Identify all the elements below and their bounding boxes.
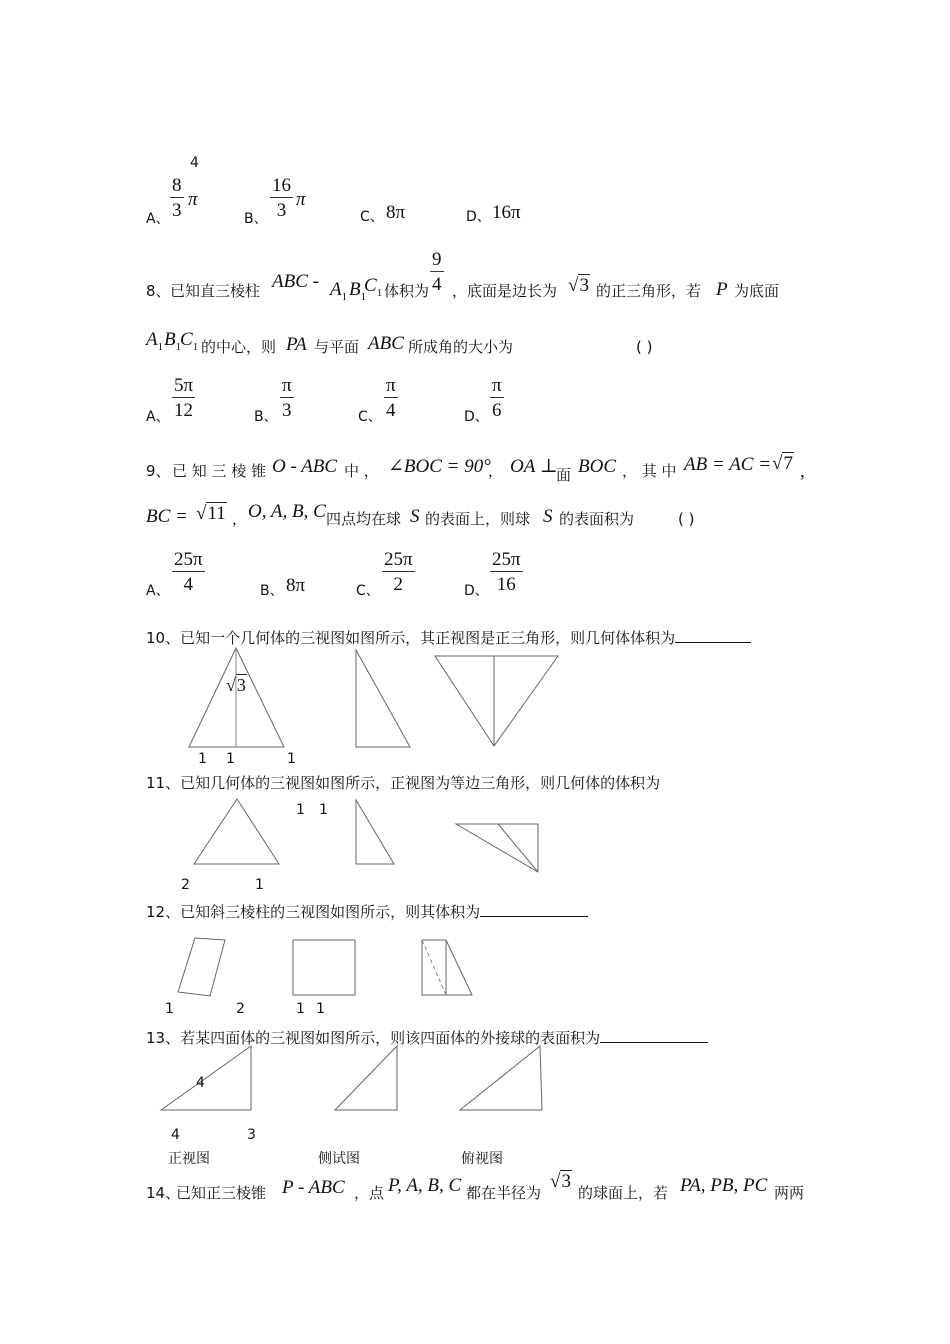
q12-dim-label: 1 [296, 1001, 305, 1017]
q14-points: P, A, B, C [388, 1175, 462, 1196]
q9-text-6: ， [232, 510, 248, 528]
q8-sqrt3: √3 [568, 275, 589, 296]
stray-number: 4 [190, 155, 199, 171]
q8-text-5: 为底面 [734, 282, 780, 300]
q12-dim-label: 1 [316, 1001, 325, 1017]
option-c-label: C、 [360, 209, 384, 225]
q8-prism-c1: $C_1$ [364, 275, 383, 299]
q11-dim-label: 1 [296, 802, 305, 818]
q13-caption-top: 俯视图 [461, 1151, 503, 1167]
q8-abc: ABC [368, 333, 404, 354]
q8-option-c-fraction: $\frac{\pi}{4}$ [386, 375, 396, 421]
q10-dim-label: 1 [198, 751, 207, 767]
q8-text-8: 所成角的大小为 [408, 338, 514, 356]
q9-bc: BC = [146, 506, 188, 527]
q9-perp: OA ⊥ [510, 456, 558, 477]
q8-face-b1: $B_1$ [164, 329, 182, 353]
q13-question: 13、若某四面体的三视图如图所示，则该四面体的外接球的表面积为 [146, 1028, 708, 1046]
q8-face-c1: $C_1$ [180, 329, 199, 353]
q13-top-view [460, 1046, 542, 1110]
q9-text-5: ， 其 中 [622, 462, 677, 480]
q9-text-4: 面 [556, 466, 572, 484]
q9-pyramid: O - ABC [272, 456, 338, 477]
q14-text-4: 的球面上，若 [578, 1184, 669, 1202]
q10-dim-label: 1 [226, 751, 235, 767]
q14-sqrt3: √3 [550, 1171, 571, 1192]
q9-option-a-label: A、 [146, 583, 170, 599]
q8-option-b-label: B、 [254, 409, 278, 425]
q8-answer-paren: ( ) [636, 338, 653, 356]
q9-text-1: 已 知 三 棱 锥 [172, 462, 267, 480]
q10-sqrt3-label: √3 [226, 675, 246, 695]
q9-sphere-s1: S [410, 506, 420, 527]
q8-prism-a1: $A_1$ [330, 279, 348, 303]
q9-text-9: 的表面积为 [559, 510, 635, 528]
q14-number: 14、 [146, 1184, 181, 1202]
q9-text-7: 四点均在球 [326, 510, 402, 528]
q8-text-4: 的正三角形，若 [596, 282, 702, 300]
q8-option-a-label: A、 [146, 409, 170, 425]
option-a-pi: π [188, 189, 198, 210]
q9-angle: ∠BOC = 90° [388, 456, 491, 477]
q13-dim-label: 4 [171, 1127, 180, 1143]
q11-dim-label: 1 [319, 802, 328, 818]
q13-caption-side: 侧试图 [318, 1151, 360, 1167]
q10-question: 10、已知一个几何体的三视图如图所示，其正视图是正三角形，则几何体体积为 [146, 628, 751, 646]
q9-text-8: 的表面上，则球 [425, 510, 531, 528]
q8-text-2: 体积为 [384, 282, 430, 300]
q9-answer-paren: ( ) [678, 510, 695, 528]
q8-option-c-label: C、 [358, 409, 382, 425]
q14-pyramid: P - ABC [282, 1177, 345, 1198]
q9-ab-ac: AB = AC = [684, 454, 772, 475]
q9-text-3: ， [488, 462, 504, 480]
option-b-label: B、 [244, 211, 268, 227]
q8-point-p: P [716, 279, 728, 300]
option-b-pi: π [296, 189, 306, 210]
q8-text-3: ，底面是边长为 [452, 282, 558, 300]
q8-face-a1: $A_1$ [146, 329, 164, 353]
q13-inner-label: 4 [196, 1075, 205, 1091]
q8-text-1: 已知直三棱柱 [170, 282, 261, 300]
q9-option-c-fraction: $\frac{25\pi}{2}$ [384, 549, 413, 595]
q9-option-b-label: B、 [260, 583, 284, 599]
q9-option-d-fraction: $\frac{25\pi}{16}$ [492, 549, 521, 595]
q9-points: O, A, B, C [248, 501, 326, 522]
option-a-fraction: $\frac{8}{3}$ [172, 175, 182, 221]
q8-text-7: 与平面 [314, 338, 360, 356]
q11-dim-label: 1 [255, 877, 264, 893]
q9-boc: BOC [578, 456, 616, 477]
q9-comma: , [800, 461, 805, 482]
q14-text-2: ，点 [354, 1184, 385, 1202]
q9-option-d-label: D、 [464, 583, 489, 599]
option-d-value: 16π [492, 202, 521, 223]
q13-dim-label: 3 [247, 1127, 256, 1143]
q13-front-view [161, 1046, 251, 1110]
q9-sphere-s2: S [543, 506, 553, 527]
option-d-label: D、 [466, 209, 491, 225]
q9-option-a-fraction: $\frac{25\pi}{4}$ [174, 549, 203, 595]
q8-option-a-fraction: $\frac{5\pi}{12}$ [174, 375, 194, 421]
q14-text-5: 两两 [774, 1184, 805, 1202]
q12-question: 12、已知斜三棱柱的三视图如图所示，则其体积为 [146, 902, 588, 920]
q8-prism-b1: $B_1$ [349, 279, 367, 303]
q8-number: 8、 [146, 282, 171, 300]
q11-dim-label: 2 [181, 877, 190, 893]
q8-text-6: 的中心，则 [201, 338, 277, 356]
q13-side-view [335, 1046, 397, 1110]
q14-edges: PA, PB, PC [680, 1175, 768, 1196]
q12-dim-label: 2 [236, 1001, 245, 1017]
q8-pa: PA [286, 334, 307, 355]
q8-option-b-fraction: $\frac{\pi}{3}$ [282, 375, 292, 421]
q13-caption-front: 正视图 [168, 1151, 210, 1167]
q11-question: 11、已知几何体的三视图如图所示，正视图为等边三角形，则几何体的体积为 [146, 774, 661, 792]
q12-dim-label: 1 [165, 1001, 174, 1017]
q8-option-d-label: D、 [464, 409, 489, 425]
option-a-label: A、 [146, 211, 170, 227]
q9-option-c-label: C、 [356, 583, 380, 599]
option-b-fraction: $\frac{16}{3}$ [272, 175, 291, 221]
q8-option-d-fraction: $\frac{\pi}{6}$ [492, 375, 502, 421]
q14-text-1: 已知正三棱锥 [176, 1184, 267, 1202]
q8-volume-fraction: $\frac{9}{4}$ [432, 249, 442, 295]
q9-text-2: 中 ， [344, 462, 379, 480]
q8-prism: ABC - [272, 271, 319, 292]
q9-sqrt7: √7 [772, 453, 793, 474]
q9-sqrt11: √11 [196, 503, 226, 524]
q10-dim-label: 1 [287, 751, 296, 767]
option-c-value: 8π [386, 202, 406, 223]
q14-text-3: 都在半径为 [466, 1184, 542, 1202]
q9-number: 9、 [146, 462, 171, 480]
q9-option-b-value: 8π [286, 575, 306, 596]
